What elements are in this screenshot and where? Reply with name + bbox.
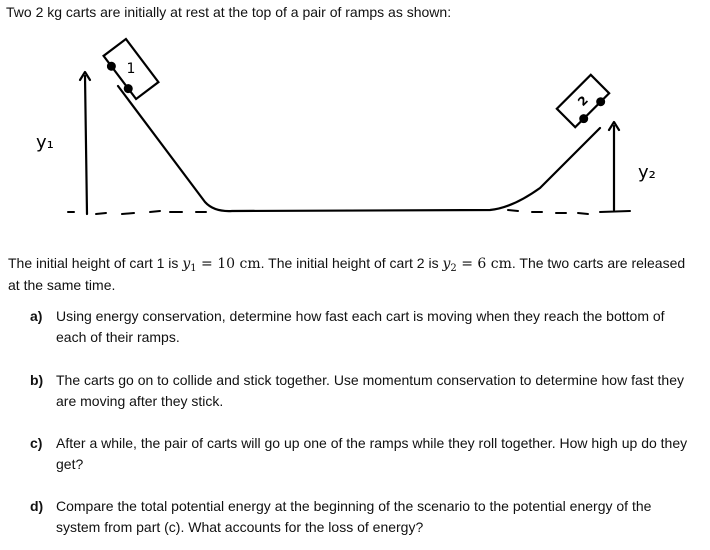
question-a-text: Using energy conservation, determine how fast each cart is moving when they reach the bottom of each of their ramps. bbox=[56, 308, 665, 345]
cart-1-label: 1 bbox=[126, 61, 136, 77]
y2-expression bbox=[442, 256, 511, 272]
question-b-label: b) bbox=[30, 372, 44, 388]
ramp-track bbox=[118, 86, 600, 211]
problem-statement bbox=[8, 253, 698, 296]
question-c-text: After a while, the pair of carts will go up one of the ramps while they roll together. How high up do they get? bbox=[56, 435, 688, 472]
height-2-label: y₂ bbox=[638, 162, 656, 183]
y2-value: = 6 cm bbox=[456, 256, 512, 272]
question-d-label: d) bbox=[30, 498, 44, 514]
y2-subscript: 2 bbox=[450, 263, 457, 274]
y1-expression bbox=[182, 256, 260, 272]
statement-part-1: The initial height of cart 1 is bbox=[8, 255, 183, 271]
y1-value: = 10 cm bbox=[196, 256, 261, 272]
question-b bbox=[30, 370, 695, 412]
cart-2 bbox=[557, 75, 613, 131]
statement-part-2: . The initial height of cart 2 is bbox=[260, 255, 443, 271]
question-d-text: Compare the total potential energy at the beginning of the scenario to the potential energy of the system from part (c). What accounts for the loss of energy? bbox=[56, 498, 652, 535]
height-marker-left bbox=[85, 76, 87, 214]
question-a-label: a) bbox=[30, 308, 43, 324]
intro-text: Two 2 kg carts are initially at rest at the top of a pair of ramps as shown: bbox=[6, 4, 452, 20]
ramp-diagram bbox=[0, 36, 710, 226]
y1-variable: y bbox=[182, 256, 191, 272]
question-c-label: c) bbox=[30, 435, 43, 451]
question-a bbox=[30, 306, 695, 348]
cart-2-label: 2 bbox=[575, 93, 591, 109]
height-1-label: y₁ bbox=[36, 132, 54, 153]
question-b-text: The carts go on to collide and stick together. Use momentum conservation to determine how fast they are moving after they stick. bbox=[56, 372, 684, 409]
y2-variable: y bbox=[442, 256, 451, 272]
question-c bbox=[30, 433, 695, 475]
cart-1 bbox=[100, 39, 158, 102]
y1-subscript: 1 bbox=[190, 263, 197, 274]
statement-part-3: . The two carts are released at the same time. bbox=[8, 255, 686, 293]
question-d bbox=[30, 496, 695, 538]
